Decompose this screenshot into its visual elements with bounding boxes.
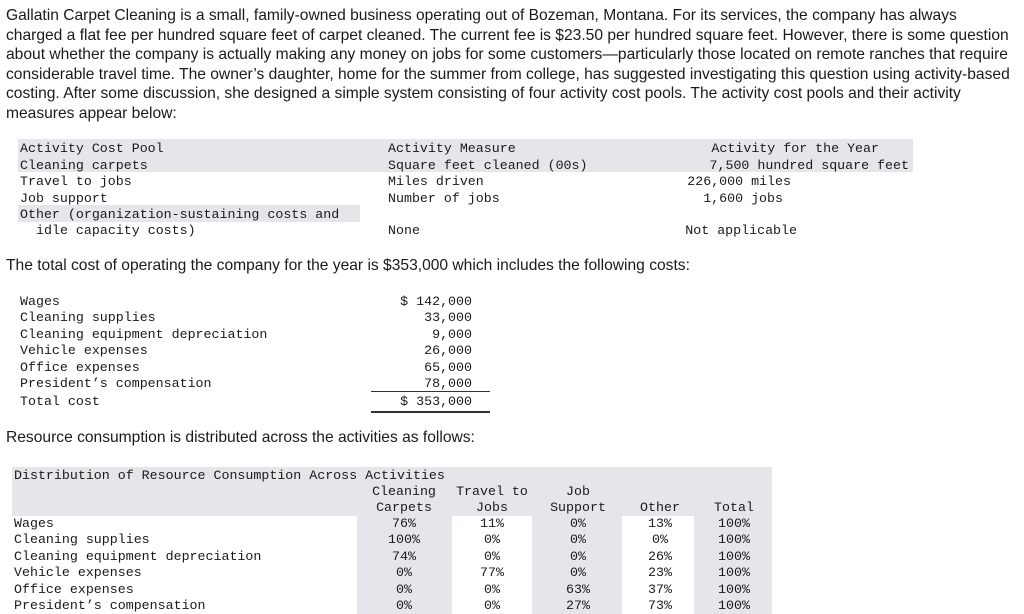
cell-total: 100%: [718, 581, 750, 597]
header-other: Other: [640, 500, 680, 515]
cell-travel-to-jobs: 0%: [484, 532, 500, 548]
cell-cleaning-carpets: 100%: [388, 532, 420, 548]
header-total: Total: [714, 500, 754, 515]
distribution-row: [12, 598, 772, 614]
header-job-support-2: Support: [550, 500, 606, 515]
activity-pool: Travel to jobs: [20, 174, 132, 189]
cell-total: 100%: [718, 532, 750, 548]
cost-label: Cleaning supplies: [20, 310, 156, 326]
activity-row-other: [18, 205, 913, 238]
header-cleaning-carpets-2: Carpets: [376, 500, 432, 515]
distribution-row: [12, 549, 772, 565]
header-travel-2: Jobs: [476, 500, 508, 515]
cell-other: 26%: [648, 548, 672, 564]
cost-row: [18, 342, 488, 358]
activity-cost-pool-table: [18, 139, 913, 238]
cost-amount: 33,000: [424, 310, 472, 326]
header-activity-cost-pool: Activity Cost Pool: [20, 141, 164, 156]
cell-other: 37%: [648, 581, 672, 597]
resource-sentence: Resource consumption is distributed across the activities as follows:: [6, 429, 475, 446]
distribution-label: Vehicle expenses: [14, 565, 142, 581]
cell-other: 23%: [648, 565, 672, 581]
activity-amount: 7,500 hundred square feet: [709, 157, 909, 173]
cell-travel-to-jobs: 11%: [480, 516, 504, 531]
cell-total: 100%: [718, 597, 750, 613]
distribution-label: Cleaning equipment depreciation: [14, 548, 262, 564]
cost-label: Office expenses: [20, 359, 140, 375]
cell-job-support: 63%: [566, 581, 590, 597]
cost-row: [18, 359, 488, 375]
distribution-label: Wages: [14, 516, 54, 531]
cell-cleaning-carpets: 76%: [392, 516, 416, 531]
cell-travel-to-jobs: 0%: [484, 581, 500, 597]
header-job-support-1: Job: [566, 484, 590, 499]
cell-job-support: 0%: [570, 548, 586, 564]
cost-label: President’s compensation: [20, 375, 212, 391]
header-activity-measure: Activity Measure: [388, 141, 516, 156]
distribution-label: Office expenses: [14, 581, 134, 597]
distribution-row: [12, 516, 772, 532]
activity-measure: Miles driven: [388, 174, 484, 189]
header-travel-1: Travel to: [456, 484, 528, 499]
activity-pool: Cleaning carpets: [20, 157, 148, 173]
cell-other: 73%: [648, 597, 672, 613]
distribution-row: [12, 565, 772, 581]
cell-total: 100%: [718, 516, 750, 531]
distribution-label: Cleaning supplies: [14, 532, 150, 548]
cost-amount: 78,000: [424, 375, 472, 391]
distribution-row: [12, 532, 772, 548]
cell-total: 100%: [718, 548, 750, 564]
activity-table-header: [18, 139, 913, 156]
cost-label: Cleaning equipment depreciation: [20, 326, 268, 342]
activity-measure: Number of jobs: [388, 190, 500, 206]
cost-row: [18, 293, 488, 309]
total-cost-sentence: The total cost of operating the company for the year is $353,000 which includes the following costs:: [6, 257, 690, 274]
distribution-row: [12, 582, 772, 598]
distribution-label: President’s compensation: [14, 597, 206, 613]
cell-cleaning-carpets: 74%: [392, 548, 416, 564]
cell-job-support: 27%: [566, 597, 590, 613]
distribution-table: [12, 467, 772, 614]
cell-cleaning-carpets: 0%: [396, 565, 412, 581]
cell-travel-to-jobs: 0%: [484, 548, 500, 564]
cost-amount: 65,000: [424, 359, 472, 375]
activity-pool-other-cont: idle capacity costs): [36, 223, 196, 238]
total-cost-label: Total cost: [20, 394, 100, 410]
total-cost-row: [18, 393, 488, 411]
activity-amount: 226,000 miles: [687, 174, 791, 189]
intro-paragraph: Gallatin Carpet Cleaning is a small, family-owned business operating out of Bozeman, Montana. For its services, the company has always charged a flat fee per hundred square feet of carpet cleaned. The current fee is $23.50 per hundred square feet. However, there is some question about whether the company is actually making any money on jobs for some customers—particularly those located on remote ranches that require considerable travel time. The owner’s daughter, home for the summer from college, has suggested investigating this question using activity-based costing. After some discussion, she designed a simple system consisting of four activity cost pools. The activity cost pools and their activity measures appear below:: [6, 7, 1010, 122]
cell-job-support: 0%: [570, 532, 586, 548]
activity-amount: 1,600 jobs: [703, 190, 783, 206]
activity-measure: Square feet cleaned (00s): [388, 157, 588, 173]
total-cost-amount: $ 353,000: [400, 394, 472, 410]
total-rule: [371, 411, 490, 413]
header-cleaning-carpets-1: Cleaning: [372, 484, 436, 499]
cost-row: [18, 309, 488, 325]
cell-travel-to-jobs: 77%: [480, 565, 504, 581]
subtotal-rule: [371, 391, 490, 392]
cell-cleaning-carpets: 0%: [396, 581, 412, 597]
activity-row: [18, 172, 913, 189]
activity-pool-other: Other (organization-sustaining costs and: [20, 207, 340, 222]
activity-amount-other: Not applicable: [685, 223, 797, 238]
cell-other: 0%: [652, 532, 668, 548]
cost-amount: 9,000: [432, 326, 472, 342]
activity-row: [18, 156, 913, 173]
activity-row: [18, 189, 913, 206]
cost-amount: $ 142,000: [400, 294, 472, 309]
cost-amount: 26,000: [424, 343, 472, 359]
distribution-title-row: [12, 467, 772, 484]
cell-job-support: 0%: [570, 565, 586, 581]
distribution-header: [12, 484, 772, 516]
cell-total: 100%: [718, 565, 750, 581]
cell-job-support: 0%: [570, 516, 586, 531]
cost-label: Wages: [20, 294, 60, 309]
header-activity-for-year: Activity for the Year: [711, 141, 879, 156]
cell-other: 13%: [648, 516, 672, 531]
cost-label: Vehicle expenses: [20, 343, 148, 359]
activity-pool: Job support: [20, 190, 108, 206]
cost-row: [18, 375, 488, 391]
cell-travel-to-jobs: 0%: [484, 597, 500, 613]
cost-row: [18, 326, 488, 342]
cost-list: [18, 293, 488, 413]
cell-cleaning-carpets: 0%: [396, 597, 412, 613]
distribution-body: [12, 516, 772, 614]
activity-measure-other: None: [388, 223, 420, 238]
distribution-title: Distribution of Resource Consumption Across Activities: [14, 468, 445, 483]
